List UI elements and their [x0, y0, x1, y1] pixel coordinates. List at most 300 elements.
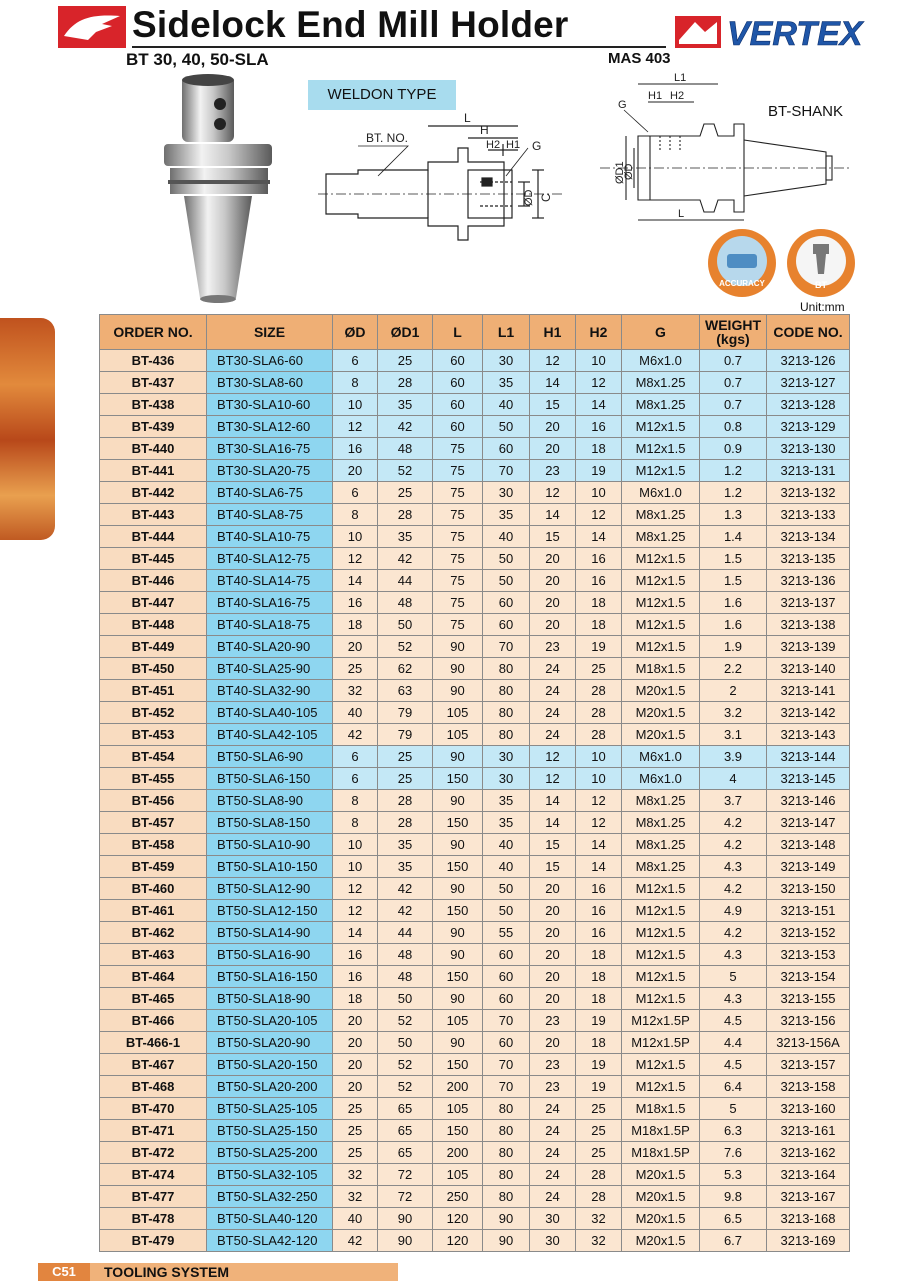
cell-d: 12	[333, 900, 378, 922]
cell-g: M12x1.5	[622, 460, 700, 482]
header-weight: WEIGHT (kgs)	[700, 315, 767, 350]
bt-badge-label: BT	[815, 280, 827, 290]
cell-h1: 20	[530, 988, 576, 1010]
cell-h1: 20	[530, 614, 576, 636]
cell-g: M20x1.5	[622, 724, 700, 746]
cell-l: 150	[433, 1120, 483, 1142]
cell-h1: 24	[530, 1120, 576, 1142]
cell-size: BT40-SLA10-75	[207, 526, 333, 548]
cell-code-no: 3213-149	[767, 856, 850, 878]
cell-weight: 4.2	[700, 922, 767, 944]
cell-h2: 10	[576, 746, 622, 768]
cell-d: 8	[333, 790, 378, 812]
cell-weight: 2	[700, 680, 767, 702]
cell-d1: 25	[378, 482, 433, 504]
header-l: L	[433, 315, 483, 350]
cell-l: 150	[433, 1054, 483, 1076]
table-row	[100, 746, 850, 768]
cell-d: 10	[333, 394, 378, 416]
cell-weight: 1.3	[700, 504, 767, 526]
cell-size: BT30-SLA10-60	[207, 394, 333, 416]
cell-size: BT40-SLA20-90	[207, 636, 333, 658]
cell-weight: 3.1	[700, 724, 767, 746]
cell-l: 75	[433, 460, 483, 482]
cell-h1: 14	[530, 372, 576, 394]
cell-h1: 12	[530, 482, 576, 504]
cell-l: 90	[433, 680, 483, 702]
cell-d1: 25	[378, 350, 433, 372]
cell-size: BT50-SLA16-90	[207, 944, 333, 966]
cell-d1: 48	[378, 438, 433, 460]
cell-order-no: BT-455	[100, 768, 207, 790]
cell-weight: 4.3	[700, 944, 767, 966]
weldon-holder-diagram	[318, 112, 568, 254]
dim-h2-label: H2	[486, 139, 501, 151]
cell-h2: 25	[576, 658, 622, 680]
cell-code-no: 3213-128	[767, 394, 850, 416]
cell-code-no: 3213-137	[767, 592, 850, 614]
unit-label: Unit:mm	[800, 300, 845, 314]
cell-d1: 35	[378, 526, 433, 548]
table-row	[100, 1098, 850, 1120]
cell-l1: 80	[483, 1142, 530, 1164]
cell-h1: 23	[530, 460, 576, 482]
cell-d1: 72	[378, 1164, 433, 1186]
cell-weight: 4.4	[700, 1032, 767, 1054]
cell-size: BT50-SLA25-105	[207, 1098, 333, 1120]
cell-order-no: BT-439	[100, 416, 207, 438]
cell-l: 60	[433, 350, 483, 372]
table-row	[100, 944, 850, 966]
table-row	[100, 702, 850, 724]
cell-h2: 10	[576, 482, 622, 504]
cell-d1: 79	[378, 724, 433, 746]
cell-code-no: 3213-152	[767, 922, 850, 944]
cell-order-no: BT-449	[100, 636, 207, 658]
cell-l1: 80	[483, 1120, 530, 1142]
cell-l: 150	[433, 768, 483, 790]
cell-d: 42	[333, 1230, 378, 1252]
cell-l1: 60	[483, 614, 530, 636]
cell-l1: 40	[483, 526, 530, 548]
cell-g: M6x1.0	[622, 746, 700, 768]
cell-code-no: 3213-147	[767, 812, 850, 834]
page-title: Sidelock End Mill Holder	[132, 4, 569, 45]
cell-l: 90	[433, 834, 483, 856]
cell-d: 14	[333, 570, 378, 592]
cell-h1: 12	[530, 350, 576, 372]
cell-size: BT50-SLA25-150	[207, 1120, 333, 1142]
cell-d: 25	[333, 1142, 378, 1164]
cell-d1: 42	[378, 548, 433, 570]
cell-l1: 90	[483, 1208, 530, 1230]
cell-order-no: BT-453	[100, 724, 207, 746]
cell-g: M12x1.5	[622, 592, 700, 614]
cell-d: 18	[333, 614, 378, 636]
cell-g: M12x1.5	[622, 944, 700, 966]
cell-h1: 20	[530, 878, 576, 900]
cell-l1: 80	[483, 1098, 530, 1120]
cell-l1: 30	[483, 746, 530, 768]
cell-size: BT50-SLA6-150	[207, 768, 333, 790]
cell-h2: 18	[576, 592, 622, 614]
cell-d: 32	[333, 1186, 378, 1208]
title-rule	[132, 46, 666, 48]
dim-h1-label: H1	[506, 139, 521, 151]
cell-d1: 42	[378, 878, 433, 900]
cell-weight: 1.9	[700, 636, 767, 658]
cell-g: M12x1.5	[622, 878, 700, 900]
table-row	[100, 966, 850, 988]
cell-weight: 3.7	[700, 790, 767, 812]
cell-d: 20	[333, 460, 378, 482]
cell-code-no: 3213-129	[767, 416, 850, 438]
cell-l1: 90	[483, 1230, 530, 1252]
accuracy-badge	[707, 228, 777, 298]
cell-size: BT50-SLA32-105	[207, 1164, 333, 1186]
cell-order-no: BT-479	[100, 1230, 207, 1252]
cell-size: BT30-SLA16-75	[207, 438, 333, 460]
shank-dim-l-label: L	[678, 208, 685, 220]
cell-h2: 16	[576, 900, 622, 922]
header-d: ØD	[333, 315, 378, 350]
cell-d: 40	[333, 1208, 378, 1230]
cell-g: M6x1.0	[622, 768, 700, 790]
table-row	[100, 438, 850, 460]
cell-h1: 23	[530, 1076, 576, 1098]
table-row	[100, 570, 850, 592]
header-g: G	[622, 315, 700, 350]
cell-h2: 25	[576, 1142, 622, 1164]
cell-order-no: BT-464	[100, 966, 207, 988]
cell-code-no: 3213-169	[767, 1230, 850, 1252]
cell-l1: 40	[483, 394, 530, 416]
cell-order-no: BT-441	[100, 460, 207, 482]
cell-l: 90	[433, 636, 483, 658]
cell-l: 75	[433, 548, 483, 570]
cell-l1: 60	[483, 1032, 530, 1054]
cell-l: 120	[433, 1230, 483, 1252]
cell-g: M6x1.0	[622, 482, 700, 504]
cell-l: 75	[433, 482, 483, 504]
cell-l: 90	[433, 944, 483, 966]
cell-order-no: BT-461	[100, 900, 207, 922]
cell-code-no: 3213-161	[767, 1120, 850, 1142]
table-row	[100, 878, 850, 900]
cell-code-no: 3213-157	[767, 1054, 850, 1076]
cell-l: 105	[433, 724, 483, 746]
cell-h1: 14	[530, 790, 576, 812]
cell-l1: 35	[483, 812, 530, 834]
cell-weight: 2.2	[700, 658, 767, 680]
cell-code-no: 3213-151	[767, 900, 850, 922]
cell-d: 20	[333, 1054, 378, 1076]
cell-weight: 3.2	[700, 702, 767, 724]
cell-d: 20	[333, 1032, 378, 1054]
cell-g: M12x1.5	[622, 416, 700, 438]
cell-l1: 50	[483, 570, 530, 592]
cell-weight: 4.3	[700, 856, 767, 878]
cell-l1: 35	[483, 504, 530, 526]
cell-l: 105	[433, 702, 483, 724]
cell-code-no: 3213-133	[767, 504, 850, 526]
cell-h2: 19	[576, 636, 622, 658]
cell-d1: 28	[378, 790, 433, 812]
cell-g: M8x1.25	[622, 856, 700, 878]
cell-g: M20x1.5	[622, 702, 700, 724]
cell-l1: 30	[483, 350, 530, 372]
cell-h1: 14	[530, 504, 576, 526]
cell-order-no: BT-440	[100, 438, 207, 460]
cell-g: M20x1.5	[622, 1208, 700, 1230]
cell-g: M12x1.5	[622, 548, 700, 570]
table-row	[100, 1076, 850, 1098]
cell-h1: 20	[530, 548, 576, 570]
cell-size: BT50-SLA25-200	[207, 1142, 333, 1164]
cell-l: 60	[433, 394, 483, 416]
cell-d: 32	[333, 680, 378, 702]
cell-weight: 4.5	[700, 1054, 767, 1076]
cell-h1: 24	[530, 1164, 576, 1186]
cell-weight: 9.8	[700, 1186, 767, 1208]
cell-h2: 14	[576, 834, 622, 856]
header-l1: L1	[483, 315, 530, 350]
cell-h2: 18	[576, 944, 622, 966]
cell-h1: 24	[530, 1098, 576, 1120]
cell-d1: 52	[378, 636, 433, 658]
cell-h1: 23	[530, 636, 576, 658]
cell-l: 200	[433, 1076, 483, 1098]
cell-g: M8x1.25	[622, 394, 700, 416]
cell-h2: 16	[576, 570, 622, 592]
cell-h1: 20	[530, 900, 576, 922]
cell-h2: 16	[576, 922, 622, 944]
table-row	[100, 900, 850, 922]
cell-order-no: BT-442	[100, 482, 207, 504]
cell-l1: 30	[483, 768, 530, 790]
cell-l: 105	[433, 1098, 483, 1120]
cell-h1: 15	[530, 834, 576, 856]
cell-g: M12x1.5P	[622, 1010, 700, 1032]
cell-d1: 52	[378, 1010, 433, 1032]
cell-order-no: BT-451	[100, 680, 207, 702]
cell-order-no: BT-443	[100, 504, 207, 526]
cell-d: 6	[333, 768, 378, 790]
cell-d1: 50	[378, 1032, 433, 1054]
cell-g: M8x1.25	[622, 812, 700, 834]
cell-l1: 40	[483, 856, 530, 878]
cell-order-no: BT-472	[100, 1142, 207, 1164]
cell-weight: 4.2	[700, 812, 767, 834]
cell-d: 40	[333, 702, 378, 724]
table-row	[100, 526, 850, 548]
cell-h2: 14	[576, 526, 622, 548]
dim-c-label: C	[539, 193, 553, 202]
cell-code-no: 3213-127	[767, 372, 850, 394]
cell-d1: 48	[378, 944, 433, 966]
cell-weight: 6.4	[700, 1076, 767, 1098]
table-row	[100, 658, 850, 680]
cell-size: BT50-SLA8-90	[207, 790, 333, 812]
cell-weight: 1.6	[700, 592, 767, 614]
table-row	[100, 614, 850, 636]
table-body	[100, 350, 850, 1252]
cell-size: BT50-SLA10-150	[207, 856, 333, 878]
cell-l1: 70	[483, 1010, 530, 1032]
cell-l1: 80	[483, 1164, 530, 1186]
cell-l1: 60	[483, 592, 530, 614]
cell-size: BT30-SLA8-60	[207, 372, 333, 394]
shank-dim-h1-label: H1	[648, 90, 663, 102]
cell-h1: 20	[530, 944, 576, 966]
shank-dim-g-label: G	[618, 99, 627, 111]
cell-code-no: 3213-148	[767, 834, 850, 856]
cell-code-no: 3213-160	[767, 1098, 850, 1120]
table-row	[100, 482, 850, 504]
cell-size: BT50-SLA42-120	[207, 1230, 333, 1252]
table-row	[100, 1054, 850, 1076]
cell-l1: 50	[483, 548, 530, 570]
cell-size: BT50-SLA16-150	[207, 966, 333, 988]
cell-l: 105	[433, 1164, 483, 1186]
cell-code-no: 3213-156	[767, 1010, 850, 1032]
table-row	[100, 504, 850, 526]
cell-g: M20x1.5	[622, 680, 700, 702]
cell-d: 6	[333, 746, 378, 768]
cell-d1: 25	[378, 768, 433, 790]
cell-h1: 20	[530, 922, 576, 944]
cell-weight: 0.7	[700, 372, 767, 394]
cell-d1: 52	[378, 1054, 433, 1076]
cell-code-no: 3213-168	[767, 1208, 850, 1230]
cell-g: M18x1.5	[622, 658, 700, 680]
table-row	[100, 1032, 850, 1054]
cell-l: 75	[433, 570, 483, 592]
cell-size: BT40-SLA25-90	[207, 658, 333, 680]
cell-h2: 10	[576, 768, 622, 790]
cell-size: BT50-SLA20-90	[207, 1032, 333, 1054]
cell-d1: 62	[378, 658, 433, 680]
cell-h1: 20	[530, 570, 576, 592]
cell-size: BT30-SLA20-75	[207, 460, 333, 482]
cell-d1: 48	[378, 966, 433, 988]
cell-l1: 80	[483, 702, 530, 724]
cell-code-no: 3213-156A	[767, 1032, 850, 1054]
cell-h2: 32	[576, 1208, 622, 1230]
cell-weight: 4.5	[700, 1010, 767, 1032]
eagle-logo-icon	[58, 6, 126, 48]
cell-d: 16	[333, 944, 378, 966]
cell-weight: 1.5	[700, 548, 767, 570]
table-row	[100, 812, 850, 834]
cell-l: 75	[433, 504, 483, 526]
cell-g: M20x1.5	[622, 1230, 700, 1252]
cell-l1: 70	[483, 1076, 530, 1098]
cell-code-no: 3213-154	[767, 966, 850, 988]
cell-h2: 16	[576, 416, 622, 438]
cell-g: M20x1.5	[622, 1164, 700, 1186]
cell-h1: 20	[530, 966, 576, 988]
cell-d1: 28	[378, 504, 433, 526]
cell-d1: 65	[378, 1098, 433, 1120]
dim-l-label: L	[464, 112, 471, 125]
cell-weight: 1.5	[700, 570, 767, 592]
vertex-logo	[675, 14, 891, 50]
cell-d: 20	[333, 1010, 378, 1032]
cell-l1: 80	[483, 658, 530, 680]
table-row	[100, 1230, 850, 1252]
cell-g: M12x1.5	[622, 900, 700, 922]
cell-order-no: BT-450	[100, 658, 207, 680]
cell-d1: 42	[378, 900, 433, 922]
cell-d: 16	[333, 966, 378, 988]
cell-l: 90	[433, 658, 483, 680]
cell-order-no: BT-465	[100, 988, 207, 1010]
cell-order-no: BT-436	[100, 350, 207, 372]
cell-d: 25	[333, 658, 378, 680]
cell-l1: 80	[483, 1186, 530, 1208]
cell-h2: 19	[576, 460, 622, 482]
series-subtitle: BT 30, 40, 50-SLA	[126, 50, 269, 69]
shank-dim-d-label: ØD	[623, 163, 635, 180]
cell-h2: 28	[576, 1186, 622, 1208]
cell-code-no: 3213-135	[767, 548, 850, 570]
cell-l: 120	[433, 1208, 483, 1230]
cell-d: 32	[333, 1164, 378, 1186]
cell-h2: 10	[576, 350, 622, 372]
cell-d: 6	[333, 350, 378, 372]
cell-l1: 40	[483, 834, 530, 856]
cell-h2: 14	[576, 856, 622, 878]
cell-code-no: 3213-145	[767, 768, 850, 790]
cell-l1: 60	[483, 966, 530, 988]
cell-d1: 35	[378, 834, 433, 856]
cell-order-no: BT-456	[100, 790, 207, 812]
cell-code-no: 3213-139	[767, 636, 850, 658]
cell-d: 18	[333, 988, 378, 1010]
cell-code-no: 3213-167	[767, 1186, 850, 1208]
cell-h2: 19	[576, 1076, 622, 1098]
cell-d: 20	[333, 636, 378, 658]
cell-weight: 7.6	[700, 1142, 767, 1164]
cell-size: BT40-SLA18-75	[207, 614, 333, 636]
cell-h1: 12	[530, 768, 576, 790]
cell-size: BT40-SLA16-75	[207, 592, 333, 614]
cell-code-no: 3213-162	[767, 1142, 850, 1164]
cell-h2: 18	[576, 988, 622, 1010]
cell-g: M12x1.5	[622, 438, 700, 460]
cell-order-no: BT-447	[100, 592, 207, 614]
cell-g: M20x1.5	[622, 1186, 700, 1208]
cell-weight: 1.4	[700, 526, 767, 548]
cell-h2: 25	[576, 1120, 622, 1142]
header-size: SIZE	[207, 315, 333, 350]
cell-code-no: 3213-141	[767, 680, 850, 702]
cell-d1: 28	[378, 372, 433, 394]
cell-size: BT50-SLA8-150	[207, 812, 333, 834]
cell-h1: 24	[530, 680, 576, 702]
cell-g: M18x1.5P	[622, 1142, 700, 1164]
cell-size: BT50-SLA20-105	[207, 1010, 333, 1032]
cell-size: BT50-SLA14-90	[207, 922, 333, 944]
cell-order-no: BT-471	[100, 1120, 207, 1142]
cell-order-no: BT-466	[100, 1010, 207, 1032]
cell-d1: 50	[378, 614, 433, 636]
cell-l1: 50	[483, 416, 530, 438]
bt-no-label: BT. NO.	[366, 131, 409, 145]
cell-h1: 24	[530, 1142, 576, 1164]
table-row	[100, 372, 850, 394]
